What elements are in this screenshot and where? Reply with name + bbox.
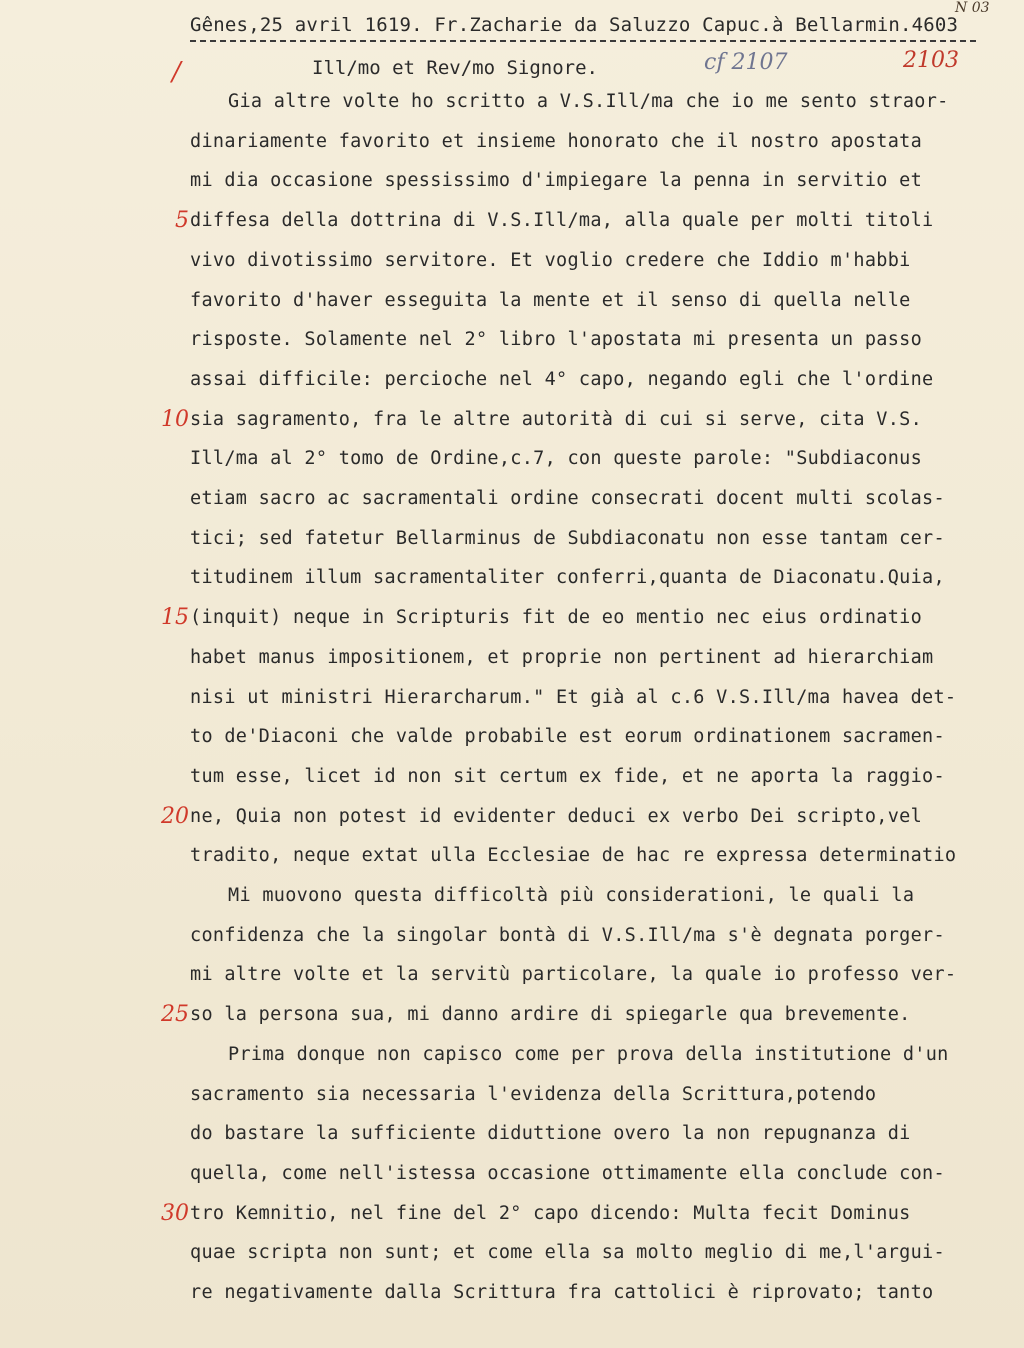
text-line: so la persona sua, mi danno ardire di spiegarle qua brevemente. xyxy=(190,1004,911,1025)
text-line: diffesa della dottrina di V.S.Ill/ma, alla quale per molti titoli xyxy=(190,210,934,231)
text-line: titudinem illum sacramentaliter conferri,quanta de Diaconatu.Quia, xyxy=(190,567,945,588)
handwritten-cross-reference: cf 2107 xyxy=(704,50,788,75)
text-line: tradito, neque extat ulla Ecclesiae de hac re expressa determinatio xyxy=(190,845,957,866)
document-heading: Gênes,25 avril 1619. Fr.Zacharie da Saluzzo Capuc.à Bellarmin.4603 xyxy=(190,14,959,36)
text-line: assai difficile: percioche nel 4° capo, negando egli che l'ordine xyxy=(190,369,934,390)
salutation: Ill/mo et Rev/mo Signore. xyxy=(312,57,598,79)
text-line: Mi muovono questa difficoltà più considerationi, le quali la xyxy=(228,885,915,906)
text-line: tici; sed fatetur Bellarminus de Subdiaconatu non esse tantam cer- xyxy=(190,528,945,549)
text-line: to de'Diaconi che valde probabile est eorum ordinationem sacramen- xyxy=(190,726,945,747)
text-line: tum esse, licet id non sit certum ex fide, et ne aporta la raggio- xyxy=(190,766,945,787)
text-line: nisi ut ministri Hierarcharum." Et già al c.6 V.S.Ill/ma havea det- xyxy=(190,687,957,708)
line-number-marker: 25 xyxy=(161,1002,189,1027)
line-number-marker: 30 xyxy=(161,1201,189,1226)
text-line: risposte. Solamente nel 2° libro l'apostata mi presenta un passo xyxy=(190,329,923,350)
red-slash-mark: / xyxy=(172,57,181,87)
text-line: ne, Quia non potest id evidenter deduci ex verbo Dei scripto,vel xyxy=(190,806,923,827)
text-line: habet manus impositionem, et proprie non pertinent ad hierarchiam xyxy=(190,647,934,668)
text-line: sacramento sia necessaria l'evidenza della Scrittura,potendo xyxy=(190,1084,877,1105)
text-line: Gia altre volte ho scritto a V.S.Ill/ma che io me sento straor- xyxy=(228,91,949,112)
text-line: quae scripta non sunt; et come ella sa molto meglio di me,l'argui- xyxy=(190,1242,945,1263)
text-line: re negativamente dalla Scrittura fra cattolici è riprovato; tanto xyxy=(190,1282,934,1303)
text-line: quella, come nell'istessa occasione ottimamente ella conclude con- xyxy=(190,1163,945,1184)
text-line: (inquit) neque in Scripturis fit de eo mentio nec eius ordinatio xyxy=(190,607,923,628)
text-line: favorito d'haver esseguita la mente et il senso di quella nelle xyxy=(190,290,911,311)
text-line: mi dia occasione spessissimo d'impiegare la penna in servitio et xyxy=(190,170,923,191)
text-line: Ill/ma al 2° tomo de Ordine,c.7, con queste parole: "Subdiaconus xyxy=(190,448,923,469)
text-line: dinariamente favorito et insieme honorato che il nostro apostata xyxy=(190,131,923,152)
text-line: do bastare la sufficiente diduttione overo la non repugnanza di xyxy=(190,1123,911,1144)
text-line: mi altre volte et la servitù particolare, la quale io professo ver- xyxy=(190,964,957,985)
line-number-marker: 20 xyxy=(161,804,189,829)
text-line: confidenza che la singolar bontà di V.S.Ill/ma s'è degnata porger- xyxy=(190,925,945,946)
text-line: etiam sacro ac sacramentali ordine consecrati docent multi scolas- xyxy=(190,488,945,509)
text-line: tro Kemnitio, nel fine del 2° capo dicendo: Multa fecit Dominus xyxy=(190,1203,911,1224)
text-line: Prima donque non capisco come per prova della institutione d'un xyxy=(228,1044,949,1065)
text-line: sia sagramento, fra le altre autorità di cui si serve, cita V.S. xyxy=(190,409,923,430)
text-line: vivo divotissimo servitore. Et voglio credere che Iddio m'habbi xyxy=(190,250,911,271)
line-number-marker: 10 xyxy=(161,407,189,432)
handwritten-page-number: N 03 xyxy=(955,0,990,16)
line-number-marker: 5 xyxy=(175,208,189,233)
heading-underline xyxy=(190,40,976,42)
line-number-marker: 15 xyxy=(161,605,189,630)
handwritten-archive-number: 2103 xyxy=(903,48,959,73)
